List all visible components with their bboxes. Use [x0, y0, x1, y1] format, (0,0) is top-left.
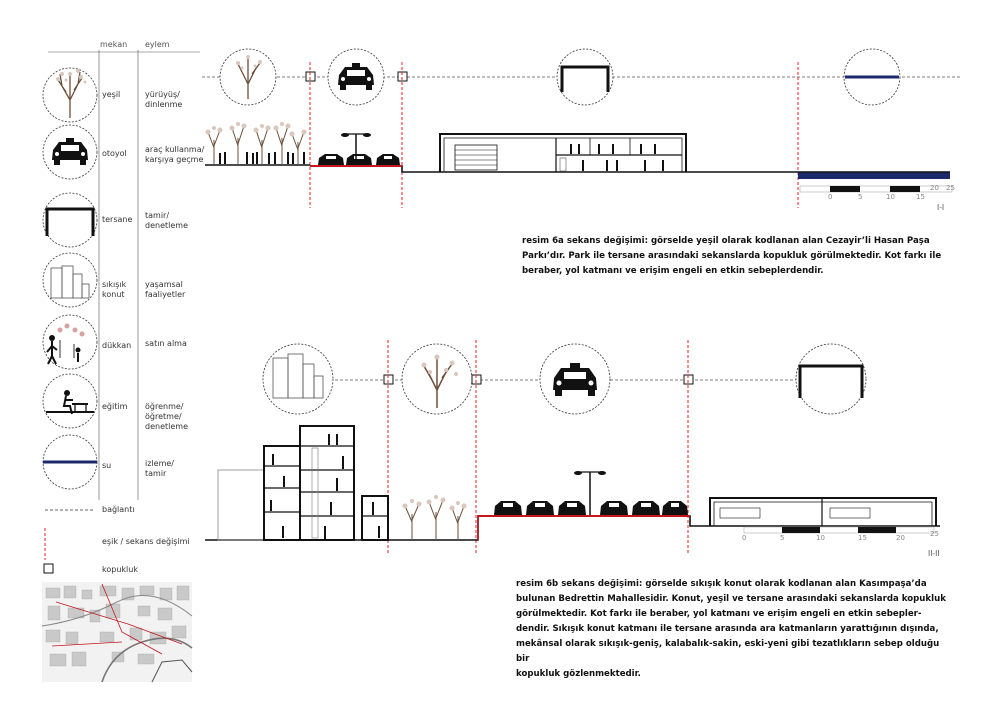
- section-a-car-circle: [328, 49, 384, 105]
- section-b-scale-5: 5: [780, 534, 785, 542]
- legend-mekan-otoyol: otoyol: [102, 149, 127, 158]
- section-b-shipyard-building: [710, 498, 936, 526]
- section-b-scale-bar: [744, 527, 934, 533]
- legend-buildings-icon: [43, 253, 97, 307]
- section-b-ground: [205, 516, 940, 540]
- legend-header-mekan: mekan: [100, 40, 128, 49]
- section-a-scale-20: 20: [930, 184, 939, 192]
- section-a-caption: resim 6a sekans değişimi: görselde yeşil olarak kodlanan alan Cezayir’li Hasan Paşa Parkı’dır. Park ile tersane arasındaki sekanslarda kopukluk görülmektedir. Kot farkı ile beraber, yol katmanı ve erişim engeli en etkin sebeplerdendir.: [522, 236, 942, 276]
- site-map: [42, 582, 192, 682]
- section-b-housing: [218, 426, 388, 540]
- section-a-scale-25: 25: [946, 184, 955, 192]
- section-a-cars: [318, 154, 400, 165]
- legend-baglanti: bağlantı: [102, 505, 135, 514]
- section-a-label: I-I: [937, 203, 945, 212]
- legend-mekan-dukkan: dükkan: [102, 341, 132, 350]
- section-b-drawing: [0, 330, 1000, 560]
- section-b-residents: [270, 434, 380, 539]
- section-a-water: [798, 172, 950, 179]
- legend-mekan-yesil: yeşil: [102, 90, 121, 99]
- section-b-car-circle: [540, 344, 610, 414]
- legend-mekan-egitim: eğitim: [102, 402, 128, 411]
- legend-eylem-su: izleme/ tamir: [145, 459, 174, 478]
- section-a-scale-15: 15: [916, 193, 925, 201]
- section-b-scale-25: 25: [930, 530, 939, 538]
- legend-kopukluk: kopukluk: [102, 565, 138, 574]
- legend-eylem-dukkan: satın alma: [145, 339, 187, 348]
- section-a-tree-circle: [220, 49, 276, 105]
- section-a-scale-5: 5: [858, 193, 863, 201]
- legend-eylem-yesil: yürüyüş/ dinlenme: [145, 90, 183, 109]
- section-b-shipyard-circle: [796, 344, 866, 414]
- section-a-water-circle: [844, 49, 900, 105]
- section-a-drawing: [0, 0, 1000, 230]
- section-b-scale-20: 20: [896, 534, 905, 542]
- section-b-cars: [494, 501, 688, 515]
- section-b-scale-15: 15: [858, 534, 867, 542]
- section-b-tree-circle: [402, 344, 472, 414]
- legend-eylem-otoyol: araç kullanma/ karşıya geçme: [145, 145, 205, 164]
- section-b-caption: resim 6b sekans değişimi: görselde sıkışık konut olarak kodlanan alan Kasımpaşa’da bulunan Bedrettin Mahallesidir. Konut, yeşil ve tersane arasındaki sekanslarda kopukluk görülmektedir. Kot farkı ile beraber, yol katmanı ve erişim engeli en etkin sebepler- dendir. Sıkışık konut katmanı ile tersane arasında ara katmanların yarattığının dışında, mekânsal olarak sıkışık-geniş, kalabalık-sakin, eski-yeni gibi tezatlıkların sebep olduğu bir kopukluk gözlenmektedir.: [516, 579, 946, 679]
- section-a-scale-10: 10: [886, 193, 895, 201]
- legend-esik: eşik / sekans değişimi: [102, 537, 190, 546]
- section-b-buildings-circle: [263, 344, 333, 414]
- legend-mekan-tersane: tersane: [102, 215, 133, 224]
- section-b-tree-blossoms: [403, 495, 467, 511]
- legend-mekan-su: su: [102, 461, 112, 470]
- section-b-scale-0: 0: [742, 534, 747, 542]
- legend-eylem-konut: yaşamsal faaliyetler: [145, 280, 186, 299]
- legend-mekan-konut: sıkışık konut: [102, 280, 127, 299]
- legend-header-eylem: eylem: [145, 40, 170, 49]
- section-a-scale-0: 0: [828, 193, 833, 201]
- section-a-shipyard-circle: [557, 49, 613, 105]
- section-a-shipyard-building: [440, 134, 686, 172]
- legend-kopukluk-icon: [42, 562, 56, 576]
- section-b-trees: [405, 500, 464, 540]
- legend-eylem-tersane: tamir/ denetleme: [145, 211, 188, 230]
- section-b-label: II-II: [928, 549, 940, 558]
- section-a-tree-blossoms: [206, 122, 307, 137]
- legend-eylem-egitim: öğrenme/ öğretme/ denetleme: [145, 402, 188, 431]
- section-a-stairs: [560, 158, 566, 171]
- section-a-shipyard-people: [570, 144, 664, 171]
- section-b-scale-10: 10: [816, 534, 825, 542]
- section-a-ground: [205, 165, 798, 172]
